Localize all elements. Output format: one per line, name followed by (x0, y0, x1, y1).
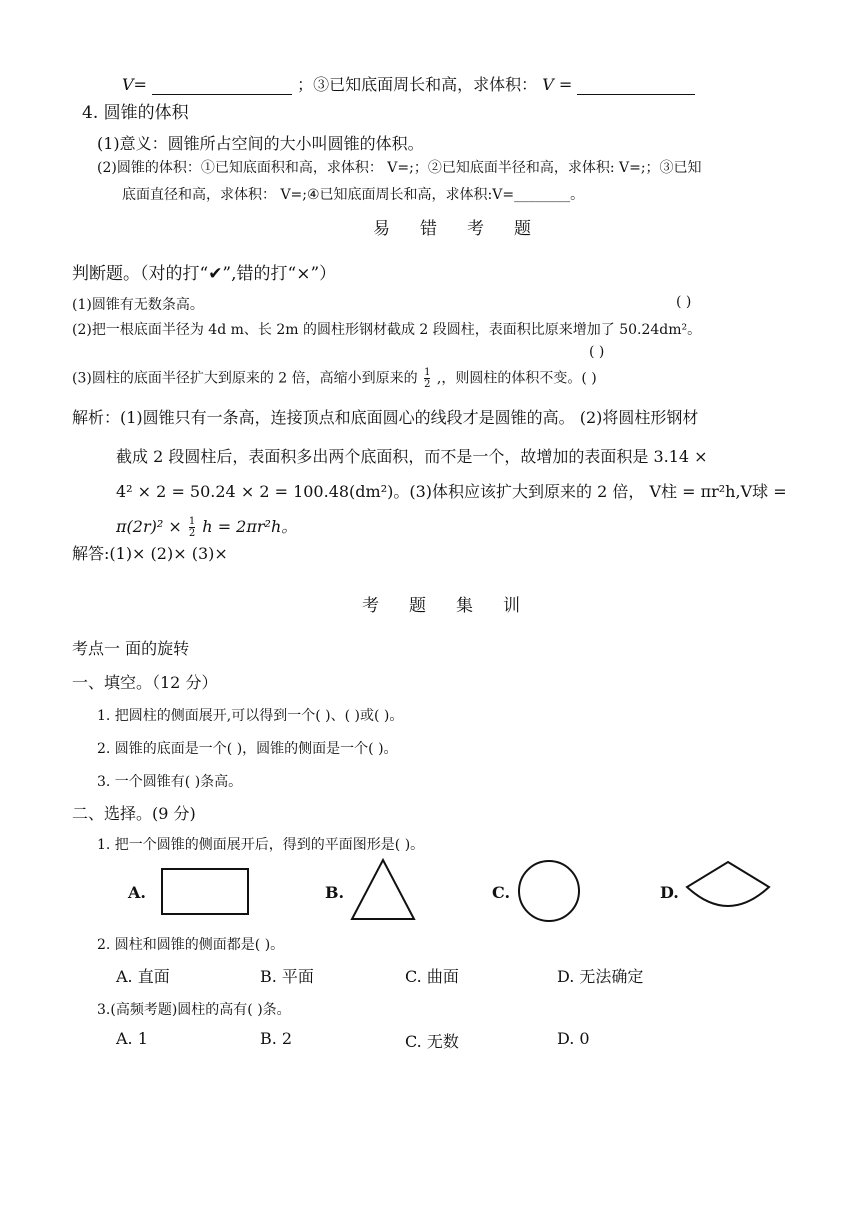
choice-q3-option-c[interactable]: C. 无数 (405, 1032, 459, 1051)
analysis-line1: 解析：(1)圆锥只有一条高，连接顶点和底面圆心的线段才是圆锥的高。 (2)将圆柱形钢材 (72, 408, 699, 427)
choice-q2-option-d[interactable]: D. 无法确定 (557, 967, 644, 986)
judge-q3-text-b: ,，则圆柱的体积不变。( ) (436, 370, 597, 387)
choice-section-title: 二、选择。(9 分) (72, 804, 196, 823)
analysis-fraction (189, 516, 195, 539)
point-one-heading: 考点一 面的旋转 (72, 639, 190, 658)
top-formula-line (122, 72, 695, 95)
rectangle-shape-option[interactable] (160, 867, 250, 917)
volume-label-1: V= (122, 75, 147, 94)
judge-q3-fraction (424, 367, 430, 390)
choice-q3-option-a[interactable]: A. 1 (116, 1029, 148, 1048)
choice-q2: 2. 圆柱和圆锥的侧面都是( )。 (97, 937, 285, 953)
analysis-line4-b: h = 2πr²h。 (202, 517, 298, 536)
fill-q2: 2. 圆锥的底面是一个( )，圆锥的侧面是一个( )。 (97, 741, 398, 757)
circle-shape-option[interactable] (516, 858, 582, 924)
answer-blank-2[interactable] (577, 75, 695, 95)
option-b-label[interactable]: B. (325, 883, 345, 902)
triangle-shape-option[interactable] (350, 858, 416, 922)
choice-q3: 3.(高频考题)圆柱的高有( )条。 (97, 1002, 291, 1018)
cone-volume-formula-line2: 底面直径和高，求体积： V=;④已知底面周长和高，求体积:V=________。 (122, 187, 585, 203)
sector-shape-option[interactable] (684, 860, 772, 908)
fraction-numerator: 1 (424, 367, 431, 378)
judge-q2: (2)把一根底面半径为 4d m、长 2m 的圆柱形钢材截成 2 段圆柱，表面积比原来增加了 50.24dm²。 (72, 322, 702, 338)
answer-blank-1[interactable] (152, 75, 292, 95)
analysis-line4 (116, 514, 297, 539)
choice-q3-option-b[interactable]: B. 2 (260, 1029, 293, 1048)
analysis-line4-a: π(2r)² × (116, 517, 182, 536)
fill-q1: 1. 把圆柱的侧面展开,可以得到一个( )、( )或( )。 (97, 708, 404, 724)
cone-volume-formula-line1: (2)圆锥的体积：①已知底面积和高，求体积： V=;；②已知底面半径和高，求体积: V=;；③已知 (97, 160, 702, 176)
fraction-numerator: 1 (188, 516, 196, 527)
fill-q3: 3. 一个圆锥有( )条高。 (97, 774, 243, 790)
judge-q1: (1)圆锥有无数条高。 (72, 297, 204, 313)
cone-volume-meaning: (1)意义：圆锥所占空间的大小叫圆锥的体积。 (97, 134, 424, 153)
answer-line: 解答:(1)× (2)× (3)× (72, 544, 228, 563)
option-a-label[interactable]: A. (128, 883, 146, 902)
option-d-label[interactable]: D. (660, 883, 679, 902)
analysis-line3: 4² × 2 = 50.24 × 2 = 100.48(dm²)。(3)体积应该扩大到原来的 2 倍， V柱 = πr²h,V球 = (116, 482, 787, 501)
error-prone-heading: 易错考题 (373, 219, 561, 239)
choice-q2-option-a[interactable]: A. 直面 (116, 967, 170, 986)
choice-q1: 1. 把一个圆锥的侧面展开后，得到的平面图形是( )。 (97, 837, 425, 853)
perimeter-height-text: ；③已知底面周长和高，求体积： (297, 75, 538, 94)
fill-section-title: 一、填空。（12 分） (72, 673, 218, 692)
choice-q3-option-d[interactable]: D. 0 (557, 1029, 590, 1048)
judge-q1-answer-paren[interactable]: ( ) (676, 294, 692, 310)
analysis-line2: 截成 2 段圆柱后，表面积多出两个底面积，而不是一个，故增加的表面积是 3.14 × (116, 447, 708, 466)
choice-q2-option-b[interactable]: B. 平面 (260, 967, 314, 986)
volume-label-2: V = (542, 75, 573, 94)
choice-q2-option-c[interactable]: C. 曲面 (405, 967, 459, 986)
judge-q3-text-a: (3)圆柱的底面半径扩大到原来的 2 倍，高缩小到原来的 (72, 370, 418, 387)
judge-intro: 判断题。（对的打“✔”,错的打“×”） (72, 264, 337, 284)
option-c-label[interactable]: C. (492, 883, 511, 902)
section-4-title: 4. 圆锥的体积 (82, 103, 189, 123)
judge-q2-answer-paren[interactable]: ( ) (589, 344, 605, 360)
exam-training-heading: 考题集训 (362, 596, 550, 616)
fraction-denominator: 2 (188, 528, 196, 539)
judge-q3 (72, 367, 597, 390)
fraction-denominator: 2 (424, 379, 431, 390)
